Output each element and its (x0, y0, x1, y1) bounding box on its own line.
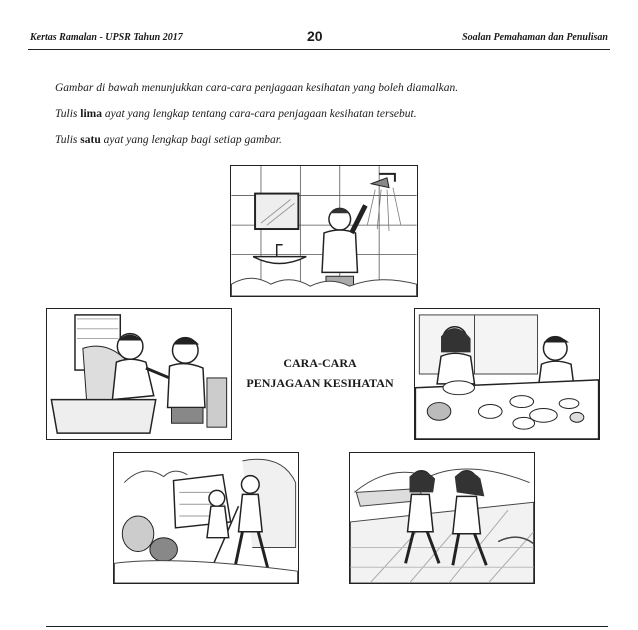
header-right-title: Soalan Pemahaman dan Penulisan (462, 32, 608, 43)
header-left-title: Kertas Ramalan - UPSR Tahun 2017 (30, 32, 183, 43)
picture-exercise (349, 452, 535, 584)
instruction-line-1 (55, 82, 458, 94)
picture-cleaning-area (113, 452, 299, 584)
page-header (28, 26, 610, 50)
instruction-line-3 (55, 134, 282, 146)
picture-balanced-meal (414, 308, 600, 440)
bottom-divider (46, 626, 608, 630)
instruction-text: Tulis (55, 134, 81, 146)
instruction-text: Gambar di bawah menunjukkan cara-cara penjagaan kesihatan yang boleh diamalkan. (55, 82, 459, 94)
shower-illustration (231, 166, 417, 296)
center-title-line-1: CARA-CARA (283, 356, 357, 370)
instruction-text: Tulis (55, 108, 81, 120)
instruction-text: ayat yang lengkap tentang cara-cara penjagaan kesihatan tersebut. (102, 108, 417, 120)
page-number: 20 (307, 28, 323, 44)
cleaning-illustration (114, 453, 298, 583)
doctor-illustration (47, 309, 231, 439)
instruction-emphasis: satu (80, 134, 101, 146)
meal-illustration (415, 309, 599, 439)
exercise-illustration (350, 453, 534, 583)
picture-shower (230, 165, 418, 297)
instruction-text: ayat yang lengkap bagi setiap gambar. (100, 134, 282, 146)
instruction-emphasis: lima (80, 108, 102, 120)
instruction-line-2 (55, 108, 417, 120)
center-title-line-2: PENJAGAAN KESIHATAN (246, 376, 394, 390)
picture-doctor-visit (46, 308, 232, 440)
